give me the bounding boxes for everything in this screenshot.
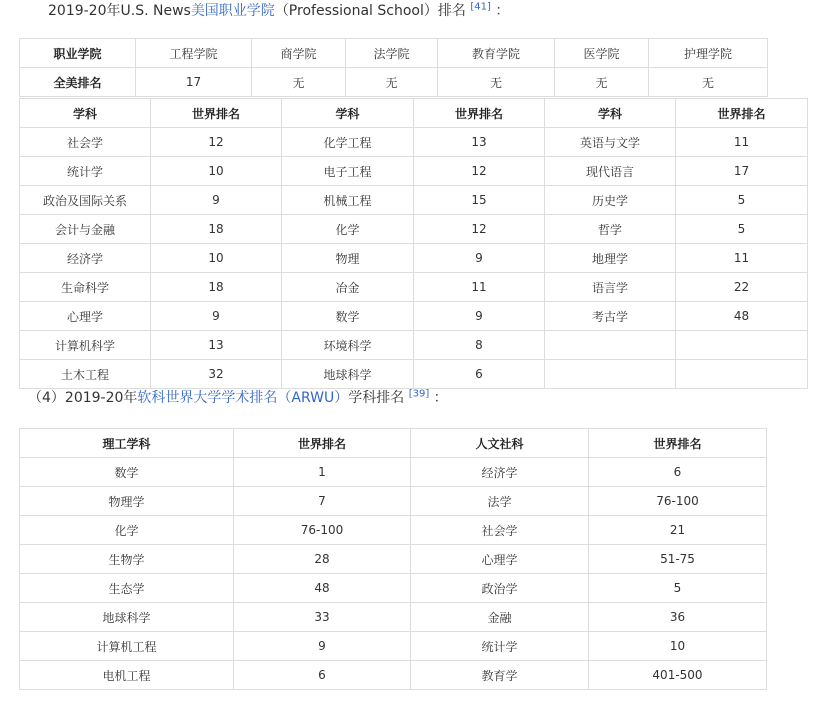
- table-cell: 经济学: [411, 458, 589, 487]
- table-header-cell: 世界排名: [414, 99, 545, 128]
- table-cell: 现代语言: [545, 157, 676, 186]
- table-cell: 生命科学: [20, 273, 151, 302]
- table-header-row: [20, 99, 808, 128]
- table-cell: 土木工程: [20, 360, 151, 389]
- table-cell: 6: [589, 458, 767, 487]
- table-cell: 17: [676, 157, 808, 186]
- table-row: [20, 68, 768, 97]
- table-cell: 11: [676, 244, 808, 273]
- table-row: [20, 331, 808, 360]
- table-cell: 会计与金融: [20, 215, 151, 244]
- heading-prefix: （4）2019-20年: [28, 390, 138, 406]
- table-cell: 金融: [411, 603, 589, 632]
- table-header-cell: 学科: [545, 99, 676, 128]
- table-cell: 法学院: [346, 39, 438, 68]
- table-cell: 生物学: [20, 545, 234, 574]
- table-row: [20, 273, 808, 302]
- table-cell: 48: [676, 302, 808, 331]
- arwu-subject-heading: [28, 388, 448, 408]
- table-cell: 33: [234, 603, 411, 632]
- heading-colon: ：: [495, 3, 510, 19]
- table-cell: 12: [414, 157, 545, 186]
- table-cell: 36: [589, 603, 767, 632]
- table-cell: 17: [136, 68, 252, 97]
- table-cell: 10: [151, 157, 282, 186]
- table-cell: 9: [234, 632, 411, 661]
- table-cell: 语言学: [545, 273, 676, 302]
- table-cell: [545, 360, 676, 389]
- table-row: [20, 603, 767, 632]
- table-cell: 10: [589, 632, 767, 661]
- table-cell: 无: [346, 68, 438, 97]
- table-header-cell: 世界排名: [151, 99, 282, 128]
- table-cell: 数学: [282, 302, 414, 331]
- table-cell: 化学: [20, 516, 234, 545]
- table-row: [20, 244, 808, 273]
- table-cell: 政治学: [411, 574, 589, 603]
- reference-link[interactable]: [39]: [408, 388, 430, 400]
- table-cell: 物理: [282, 244, 414, 273]
- table-cell: 无: [555, 68, 649, 97]
- table-cell: 教育学: [411, 661, 589, 690]
- table-cell: 13: [414, 128, 545, 157]
- table-cell: [676, 331, 808, 360]
- table-cell: 9: [151, 302, 282, 331]
- table-cell: 18: [151, 215, 282, 244]
- table-cell: 13: [151, 331, 282, 360]
- table-cell: 化学工程: [282, 128, 414, 157]
- table-cell: 1: [234, 458, 411, 487]
- table-row: [20, 360, 808, 389]
- table-row: [20, 487, 767, 516]
- table-cell: 18: [151, 273, 282, 302]
- table-cell: 9: [151, 186, 282, 215]
- table-cell: 32: [151, 360, 282, 389]
- table-cell: 化学: [282, 215, 414, 244]
- arwu-link[interactable]: 软科世界大学学术排名（ARWU）: [137, 390, 349, 406]
- table-cell: 51-75: [589, 545, 767, 574]
- table-cell: 电子工程: [282, 157, 414, 186]
- table-cell: 英语与文学: [545, 128, 676, 157]
- table-cell: 经济学: [20, 244, 151, 273]
- table-header-row: [20, 429, 767, 458]
- table-cell: 生态学: [20, 574, 234, 603]
- table-cell: 12: [151, 128, 282, 157]
- table-cell: 11: [676, 128, 808, 157]
- table-cell: 机械工程: [282, 186, 414, 215]
- heading-colon: ：: [433, 390, 448, 406]
- table-header-cell: 学科: [20, 99, 151, 128]
- table-row: [20, 39, 768, 68]
- table-row: [20, 574, 767, 603]
- table-cell: 护理学院: [649, 39, 768, 68]
- table-header-cell: 职业学院: [20, 39, 136, 68]
- table-cell: 数学: [20, 458, 234, 487]
- table-cell: 计算机科学: [20, 331, 151, 360]
- table-cell: 心理学: [411, 545, 589, 574]
- table-cell: 48: [234, 574, 411, 603]
- table-cell: 地理学: [545, 244, 676, 273]
- table-row: [20, 128, 808, 157]
- heading-prefix: 2019-20年U.S. News: [48, 3, 191, 19]
- table-cell: 工程学院: [136, 39, 252, 68]
- table-cell: 11: [414, 273, 545, 302]
- table-cell: [676, 360, 808, 389]
- table-cell: 统计学: [411, 632, 589, 661]
- table-cell: 教育学院: [438, 39, 555, 68]
- table-cell: 电机工程: [20, 661, 234, 690]
- table-cell: 5: [589, 574, 767, 603]
- table-cell: 5: [676, 186, 808, 215]
- table-cell: 76-100: [234, 516, 411, 545]
- table-cell: 考古学: [545, 302, 676, 331]
- table-cell: 无: [252, 68, 346, 97]
- table-cell: 哲学: [545, 215, 676, 244]
- table-cell: [545, 331, 676, 360]
- table-cell: 6: [414, 360, 545, 389]
- heading-suffix: （Professional School）排名: [274, 3, 466, 19]
- table-cell: 28: [234, 545, 411, 574]
- table-cell: 8: [414, 331, 545, 360]
- table-cell: 计算机工程: [20, 632, 234, 661]
- professional-school-table: [19, 38, 768, 97]
- table-cell: 商学院: [252, 39, 346, 68]
- table-header-cell: 人文社科: [411, 429, 589, 458]
- table-row: [20, 215, 808, 244]
- table-cell: 法学: [411, 487, 589, 516]
- table-cell: 15: [414, 186, 545, 215]
- table-cell: 5: [676, 215, 808, 244]
- table-cell: 10: [151, 244, 282, 273]
- arwu-ranking-table: [19, 428, 767, 690]
- table-cell: 历史学: [545, 186, 676, 215]
- table-cell: 医学院: [555, 39, 649, 68]
- reference-link[interactable]: [41]: [470, 1, 491, 13]
- table-cell: 无: [649, 68, 768, 97]
- table-row: [20, 302, 808, 331]
- table-cell: 社会学: [20, 128, 151, 157]
- table-cell: 7: [234, 487, 411, 516]
- table-cell: 无: [438, 68, 555, 97]
- table-row: [20, 458, 767, 487]
- table-cell: 6: [234, 661, 411, 690]
- table-header-cell: 世界排名: [234, 429, 411, 458]
- table-row: [20, 516, 767, 545]
- table-header-cell: 理工学科: [20, 429, 234, 458]
- table-cell: 22: [676, 273, 808, 302]
- table-cell: 12: [414, 215, 545, 244]
- table-cell: 76-100: [589, 487, 767, 516]
- table-cell: 统计学: [20, 157, 151, 186]
- table-header-cell: 学科: [282, 99, 414, 128]
- subject-ranking-table: [19, 98, 808, 389]
- table-cell: 社会学: [411, 516, 589, 545]
- table-row: [20, 186, 808, 215]
- table-header-cell: 世界排名: [676, 99, 808, 128]
- table-cell: 地球科学: [282, 360, 414, 389]
- table-cell: 9: [414, 244, 545, 273]
- table-cell: 环境科学: [282, 331, 414, 360]
- table-cell: 物理学: [20, 487, 234, 516]
- table-cell: 9: [414, 302, 545, 331]
- table-cell: 401-500: [589, 661, 767, 690]
- professional-school-link[interactable]: 美国职业学院: [190, 3, 275, 19]
- table-cell: 冶金: [282, 273, 414, 302]
- table-row: [20, 157, 808, 186]
- table-row: [20, 545, 767, 574]
- table-cell: 心理学: [20, 302, 151, 331]
- table-cell: 地球科学: [20, 603, 234, 632]
- heading-suffix: 学科排名: [348, 390, 405, 406]
- usnews-professional-heading: [48, 1, 509, 21]
- table-row: [20, 661, 767, 690]
- table-cell: 21: [589, 516, 767, 545]
- table-row: [20, 632, 767, 661]
- table-header-cell: 全美排名: [20, 68, 136, 97]
- table-cell: 政治及国际关系: [20, 186, 151, 215]
- table-header-cell: 世界排名: [589, 429, 767, 458]
